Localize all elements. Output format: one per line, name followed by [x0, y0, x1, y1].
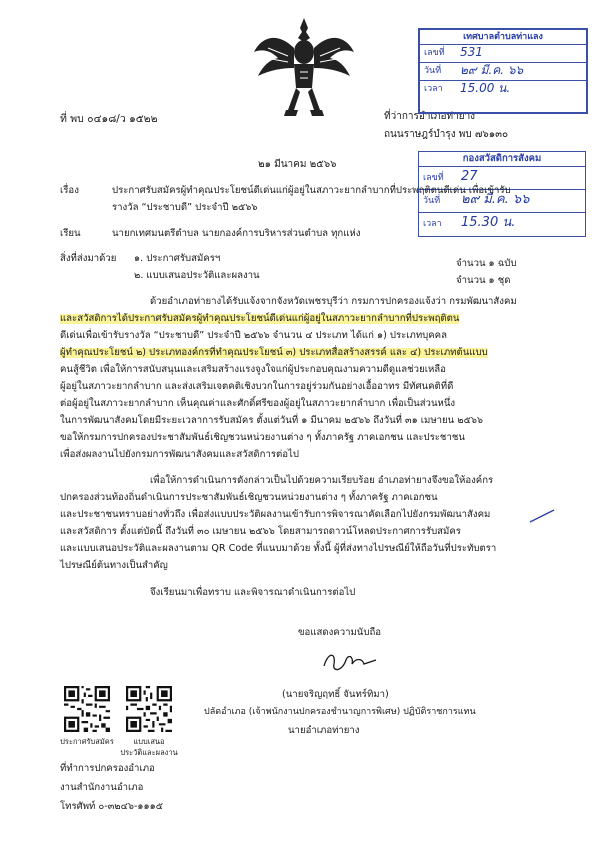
enclosure-qty-1: จำนวน ๑ ฉบับ	[456, 258, 517, 269]
closing: ขอแสดงความนับถือ	[298, 627, 382, 638]
p2-line-3: และประชาชนทราบอย่างทั่วถึง เพื่อส่งแบบประวัติผลงานเข้ารับการพิจารณาคัดเลือกไปยังกรมพัฒนาสังคม	[60, 509, 491, 520]
p1-line-7: ต่อผู้อยู่ในสภาวะยากลำบาก เห็นคุณค่าและศักดิ์ศรีของผู้อยู่ในสภาวะยากลำบาก เพื่อเป็นส่วนหนึ่ง	[60, 398, 456, 409]
signature-image	[320, 648, 380, 676]
signer-name: (นายจริญฤทธิ์ จันทร์ทิมา)	[282, 689, 389, 700]
document-number: ที่ พบ ๐๔๑๘/ว ๑๕๒๒	[60, 113, 158, 125]
p1-line-2: และสวัสดิการได้ประกาศรับสมัครผู้ทำคุณประโยชน์ดีเด่นแก่ผู้อยู่ในสภาวะยากลำบากที่ประพฤติตน	[60, 313, 460, 324]
stamp-label: เลขที่	[423, 173, 444, 183]
stamp-value: 531	[460, 45, 483, 59]
signer-title: ปลัดอำเภอ (เจ้าพนักงานปกครองชำนาญการพิเศษ) ปฏิบัติราชการแทน	[204, 707, 476, 717]
stamp-header: เทศบาลตำบลท่าแลง	[420, 30, 586, 45]
enclosure-item-1: ๑. ประกาศรับสมัครฯ	[134, 253, 221, 264]
p1-line-9: ขอให้กรมการปกครองประชาสัมพันธ์เชิญชวนหน่วยงานต่าง ๆ ทั้งภาครัฐ ภาคเอกชน และประชาชน	[60, 432, 465, 443]
p3-line: จึงเรียนมาเพื่อทราบ และพิจารณาดำเนินการต่อไป	[150, 587, 356, 598]
office-address: ถนนราษฎร์บำรุง พบ ๗๖๑๓๐	[384, 129, 509, 140]
p1-line-5: คนสู้ชีวิต เพื่อให้การสนับสนุนและเสริมสร้างแรงจูงใจแก่ผู้ประกอบคุณงามความดีดูแลช่วยเหลือ	[60, 364, 446, 375]
pen-mark	[528, 508, 558, 526]
signer-office: นายอำเภอท่ายาง	[288, 725, 360, 736]
document-date: ๒๑ มีนาคม ๒๕๖๖	[258, 159, 337, 170]
stamp-label: เลขที่	[424, 48, 445, 58]
stamp-value: ๒๙ มี.ค. ๖๖	[461, 192, 530, 207]
stamp-value: 15.00 น.	[460, 81, 511, 95]
p1-line-3: ดีเด่นเพื่อเข้ารับรางวัล “ประชาบดี” ประจำปี ๒๕๖๖ จำนวน ๔ ประเภท ได้แก่ ๑) ประเภทบุคคล	[60, 330, 447, 341]
p2-line-6: ไปรษณีย์ต้นทางเป็นสำคัญ	[60, 560, 168, 571]
qr-caption-form-2: ประวัติและผลงาน	[120, 748, 178, 757]
p2-line-5: และแบบเสนอประวัติและผลงานตาม QR Code ที่แนบมาด้วย ทั้งนี้ ผู้ที่ส่งทางไปรษณีย์ให้ถือวันที่ประทับตรา	[60, 543, 497, 554]
p2-line-1: เพื่อให้การดำเนินการดังกล่าวเป็นไปด้วยความเรียบร้อย อำเภอท่ายางจึงขอให้องค์กร	[150, 475, 494, 486]
p1-line-4: ผู้ทำคุณประโยชน์ ๒) ประเภทองค์กรที่ทำคุณประโยชน์ ๓) ประเภทสื่อสร้างสรรค์ และ ๔) ประเภทต้นแบบ	[60, 347, 488, 358]
addressee: นายกเทศมนตรีตำบล นายกองค์การบริหารส่วนตำบล ทุกแห่ง	[112, 228, 361, 239]
stamp-label: เวลา	[424, 84, 443, 94]
footer-phone: โทรศัพท์ ๐-๓๒๔๖-๑๑๑๕	[60, 801, 163, 812]
enclosure-qty-2: จำนวน ๑ ชุด	[456, 275, 511, 286]
enclosure-label: สิ่งที่ส่งมาด้วย	[60, 253, 117, 264]
garuda-emblem	[248, 12, 360, 122]
qr-caption-announcement: ประกาศรับสมัคร	[60, 737, 114, 746]
subject-line-1: ประกาศรับสมัครผู้ทำคุณประโยชน์ดีเด่นแก่ผู้อยู่ในสภาวะยากลำบากที่ประพฤติตนดีเด่น เพื่อเข้ารับ	[112, 185, 511, 196]
qr-code-announcement	[64, 686, 110, 732]
receipt-stamp-municipality	[418, 28, 588, 114]
stamp-header: กองสวัสดิการสังคม	[419, 152, 585, 167]
p1-line-1: ด้วยอำเภอท่ายางได้รับแจ้งจากจังหวัดเพชรบุรีว่า กรมการปกครองแจ้งว่า กรมพัฒนาสังคม	[150, 296, 517, 307]
p2-line-2: ปกครองส่วนท้องถิ่นดำเนินการประชาสัมพันธ์เชิญชวนหน่วยงานต่าง ๆ ทั้งภาครัฐ ภาคเอกชน	[60, 492, 438, 503]
p2-line-4: และสวัสดิการ ตั้งแต่บัดนี้ ถึงวันที่ ๓๐ เมษายน ๒๕๖๖ โดยสามารถดาวน์โหลดประกาศการรับสมัคร	[60, 526, 461, 537]
enclosure-item-2: ๒. แบบเสนอประวัติและผลงาน	[134, 270, 260, 281]
stamp-value: 15.30 น.	[461, 215, 516, 230]
p1-line-6: ผู้อยู่ในสภาวะยากลำบาก และส่งเสริมเจตคติเชิงบวกในการอยู่ร่วมกันอย่างเอื้ออาทร มีทัศนคติที่ดี	[60, 381, 454, 392]
footer-section: งานสำนักงานอำเภอ	[60, 782, 144, 793]
subject-line-2: รางวัล “ประชาบดี” ประจำปี ๒๕๖๖	[112, 202, 258, 213]
footer-office: ที่ทำการปกครองอำเภอ	[60, 763, 155, 774]
subject-label: เรื่อง	[60, 185, 79, 196]
p1-line-8: ในการพัฒนาสังคมโดยมีระยะเวลาการรับสมัคร ตั้งแต่วันที่ ๑ มีนาคม ๒๕๖๖ ถึงวันที่ ๓๑ เมษายน ๒๕๖๖	[60, 415, 484, 426]
qr-caption-form-1: แบบเสนอ	[133, 737, 165, 746]
addressee-label: เรียน	[60, 228, 81, 239]
office-name: ที่ว่าการอำเภอท่ายาง	[384, 111, 476, 122]
stamp-value: ๒๙ มี.ค. ๖๖	[460, 63, 524, 77]
stamp-label: วันที่	[423, 196, 441, 206]
stamp-label: เวลา	[423, 219, 442, 229]
stamp-value: 27	[461, 169, 478, 184]
stamp-label: วันที่	[424, 66, 442, 76]
qr-code-nomination-form	[126, 686, 172, 732]
p1-line-10: เพื่อส่งผลงานไปยังกรมการพัฒนาสังคมและสวัสดิการต่อไป	[60, 449, 299, 460]
